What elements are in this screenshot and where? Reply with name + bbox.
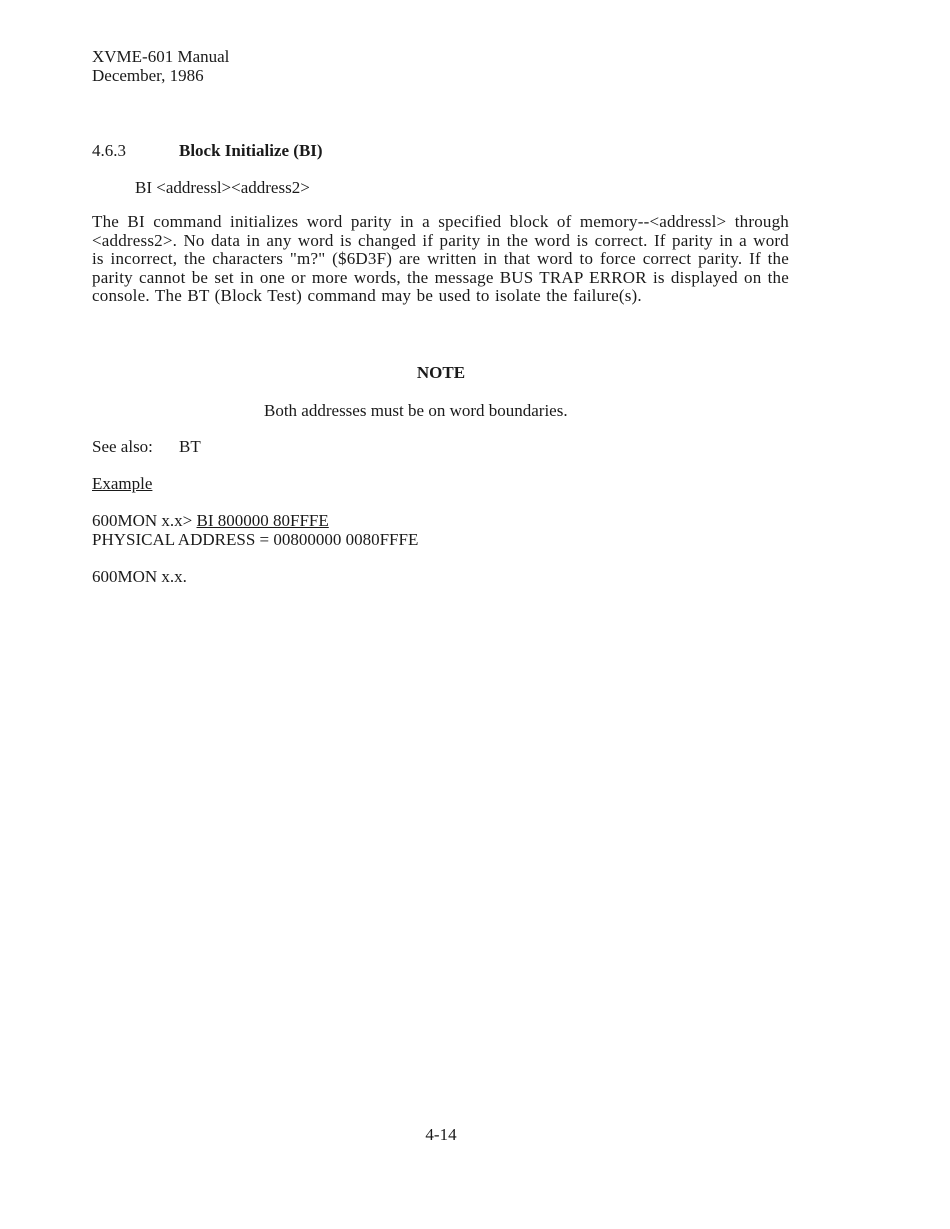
see-also-reference: BT (179, 437, 201, 456)
example-command-input: BI 800000 80FFFE (196, 511, 329, 530)
example-final-prompt: 600MON x.x. (92, 567, 187, 586)
monitor-prompt: 600MON x.x> (92, 511, 193, 530)
example-command-line (92, 511, 329, 530)
document-date: December, 1986 (92, 66, 204, 85)
example-heading: Example (92, 474, 153, 493)
command-description: The BI command initializes word parity in a specified block of memory--<addressl> through <address2>. No data in any word is changed if parity in the word is correct. If parity in a word is incorrect, the characters "m?" ($6D3F) are written in that word to force correct parity. If the parity cannot be set in one or more words, the message BUS TRAP ERROR is displayed on the console. The BT (Block Test) command may be used to isolate the failure(s). (92, 212, 789, 306)
example-result: PHYSICAL ADDRESS = 00800000 0080FFFE (92, 530, 419, 549)
document-title: XVME-601 Manual (92, 47, 230, 66)
page-number: 4-14 (425, 1125, 457, 1144)
command-syntax: BI <addressl><address2> (135, 178, 310, 197)
section-title: Block Initialize (BI) (179, 141, 323, 160)
see-also-label: See also: (92, 437, 153, 456)
note-text: Both addresses must be on word boundaries. (264, 401, 568, 420)
note-heading: NOTE (416, 363, 466, 382)
section-number: 4.6.3 (92, 141, 126, 160)
